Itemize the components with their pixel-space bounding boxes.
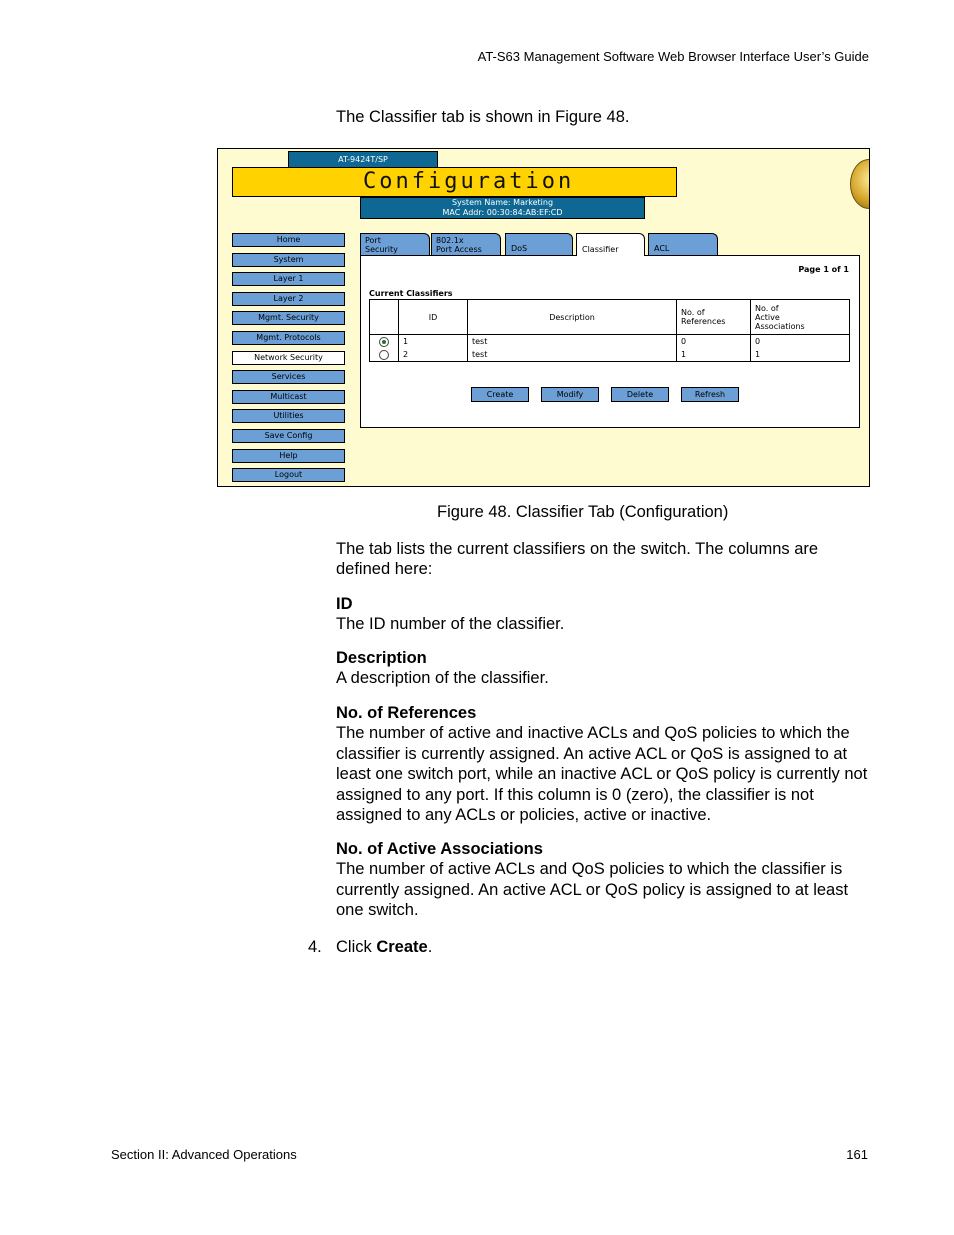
table-row — [370, 335, 850, 349]
tab-classifier[interactable] — [576, 233, 645, 256]
nav-help[interactable]: Help — [232, 449, 345, 463]
row-references: 0 — [677, 335, 751, 349]
current-classifiers-heading: Current Classifiers — [369, 289, 453, 298]
page-indicator: Page 1 of 1 — [798, 265, 849, 274]
create-button[interactable]: Create — [471, 387, 529, 402]
running-header: AT-S63 Management Software Web Browser Interface User’s Guide — [477, 49, 869, 64]
footer-section: Section II: Advanced Operations — [111, 1147, 297, 1162]
tab-port-access-line2: Port Access — [436, 245, 482, 254]
row-id: 1 — [399, 335, 468, 349]
references-header-line1: No. of — [681, 308, 705, 317]
associations-header-line2: Active — [755, 312, 780, 322]
figure-screenshot — [217, 148, 870, 487]
definition-references — [336, 703, 876, 825]
intro-text: The Classifier tab is shown in Figure 48. — [336, 108, 630, 126]
nav-multicast[interactable]: Multicast — [232, 390, 345, 404]
row-associations: 0 — [751, 335, 850, 349]
id-column-header: ID — [399, 300, 468, 335]
banner-title: Configuration — [363, 169, 575, 194]
references-header-line2: References — [681, 317, 726, 326]
nav-mgmt-protocols[interactable]: Mgmt. Protocols — [232, 331, 345, 345]
nav-logout[interactable]: Logout — [232, 468, 345, 482]
step-number: 4. — [308, 938, 322, 956]
select-column-header — [370, 300, 399, 335]
classifier-table — [369, 299, 850, 362]
definition-text: The ID number of the classifier. — [336, 615, 565, 634]
tab-dos[interactable] — [505, 233, 573, 255]
nav-network-security[interactable]: Network Security — [232, 351, 345, 365]
tab-acl-label: ACL — [654, 244, 670, 253]
row-associations: 1 — [751, 348, 850, 362]
description-column-header: Description — [468, 300, 677, 335]
definition-id — [336, 594, 876, 635]
system-info-box — [360, 197, 645, 219]
nav-mgmt-security[interactable]: Mgmt. Security — [232, 311, 345, 325]
tab-port-security-line1: Port — [365, 236, 381, 245]
step-4 — [308, 938, 432, 957]
definition-text: The number of active ACLs and QoS policies to which the classifier is currently assigned. An active ACL or QoS policy is assigned to at least one switch. — [336, 860, 849, 920]
step-bold: Create — [376, 938, 428, 956]
references-column-header — [677, 300, 751, 335]
nav-services[interactable]: Services — [232, 370, 345, 384]
definition-term: No. of Active Associations — [336, 840, 543, 858]
model-label: AT-9424T/SP — [288, 151, 438, 168]
tab-port-access[interactable] — [431, 233, 501, 255]
row-select-radio[interactable] — [379, 350, 389, 360]
associations-header-line3: Associations — [755, 321, 805, 331]
delete-button[interactable]: Delete — [611, 387, 669, 402]
row-description: test — [468, 348, 677, 362]
tab-dos-label: DoS — [511, 244, 528, 253]
tab-classifier-label: Classifier — [582, 245, 619, 254]
system-name: System Name: Marketing — [451, 198, 554, 207]
definition-text: The number of active and inactive ACLs and QoS policies to which the classifier is currently assigned. An active ACL or QoS is assigned to at least one switch port, while an inactive ACL or QoS policy is currently not assigned to any port. If this column is 0 (zero), the classifier is not assigned to any ACLs or policies, active or inactive. — [336, 724, 868, 825]
nav-layer-1[interactable]: Layer 1 — [232, 272, 345, 286]
row-select-radio[interactable] — [379, 337, 389, 347]
row-description: test — [468, 335, 677, 349]
nav-home[interactable]: Home — [232, 233, 345, 247]
tab-acl[interactable] — [648, 233, 718, 255]
associations-header-line1: No. of — [755, 303, 779, 313]
definition-term: Description — [336, 649, 427, 667]
row-references: 1 — [677, 348, 751, 362]
page-number: 161 — [846, 1147, 868, 1162]
table-row — [370, 348, 850, 362]
mac-address: MAC Addr: 00:30:84:AB:EF:CD — [442, 207, 563, 217]
lead-paragraph: The tab lists the current classifiers on the switch. The columns are defined here: — [336, 540, 819, 579]
nav-layer-2[interactable]: Layer 2 — [232, 292, 345, 306]
configuration-banner — [232, 167, 677, 197]
refresh-button[interactable]: Refresh — [681, 387, 739, 402]
globe-logo-icon — [850, 159, 870, 209]
tab-port-access-line1: 802.1x — [436, 236, 464, 245]
definition-term: No. of References — [336, 704, 477, 722]
figure-caption: Figure 48. Classifier Tab (Configuration) — [437, 503, 729, 521]
classifier-panel — [360, 255, 860, 428]
nav-utilities[interactable]: Utilities — [232, 409, 345, 423]
associations-column-header — [751, 300, 850, 335]
definition-description — [336, 648, 876, 689]
tab-port-security-line2: Security — [365, 245, 398, 254]
tab-port-security[interactable] — [360, 233, 430, 255]
definition-term: ID — [336, 595, 353, 613]
definition-associations — [336, 839, 876, 921]
row-id: 2 — [399, 348, 468, 362]
step-suffix: . — [427, 938, 433, 956]
nav-system[interactable]: System — [232, 253, 345, 267]
nav-save-config[interactable]: Save Config — [232, 429, 345, 443]
definition-text: A description of the classifier. — [336, 669, 549, 688]
step-prefix: Click — [336, 938, 377, 956]
modify-button[interactable]: Modify — [541, 387, 599, 402]
